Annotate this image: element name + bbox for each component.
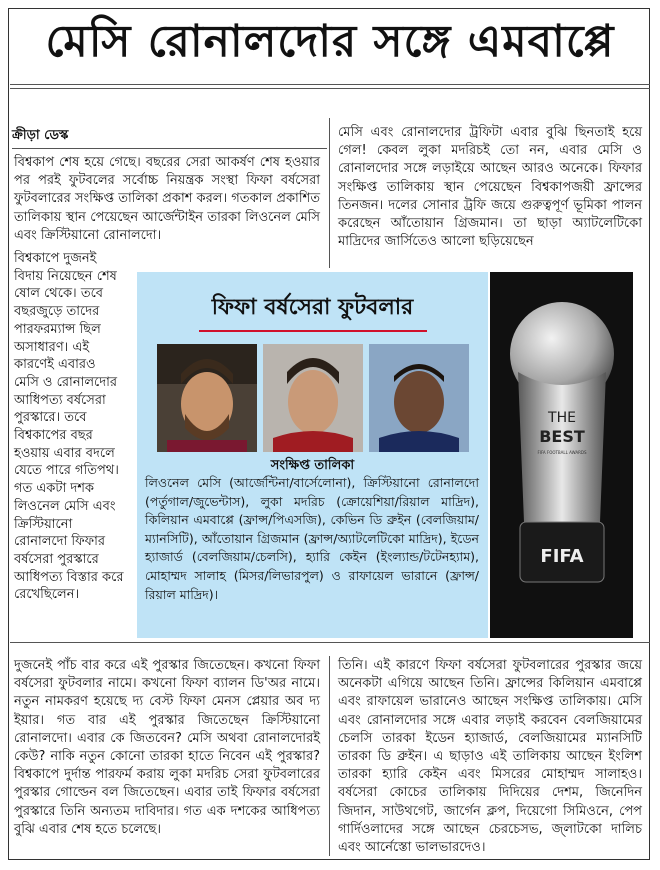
- article-narrow-column: বিশ্বকাপে দুজনই বিদায় নিয়েছেন শেষ ষোল থেকে। তবে বছরজুড়ে তাদের পারফরম্যান্স ছিল অসাধারণ। এই কারণেই এবারও মেসি ও রোনালদোর আধিপত্য বর্ষসেরা পুরস্কারে। তবে বিশ্বকাপের বছর হওয়ায় এবার বদলে যেতে পারে গতিপথ। গত একটা দশক লিওনেল মেসি এবং ক্রিস্টিয়ানো রোনালদো ফিফার বর্ষসেরা পুরস্কারে আধিপত্য বিস্তার করে রেখেছিলেন।: [14, 251, 124, 603]
- photo-messi: [157, 344, 257, 452]
- column-divider-bottom: [329, 656, 330, 856]
- article-intro: বিশ্বকাপ শেষ হয়ে গেছে। বছরের সেরা আকর্ষণ শেষ হওয়ার পর পরই ফুটবলের সর্বোচ্চ নিয়ন্ত্রক সংস্থা ফিফা বর্ষসেরা ফুটবলারের সংক্ষিপ্ত তালিকা প্রকাশ করল। গতকাল প্রকাশিত তালিকায় স্থান পেয়েছেন আর্জেন্টাইন তারকা লিওনেল মেসি এবং ক্রিস্টিয়ানো রোনালদো।: [14, 155, 320, 243]
- title-underline: [199, 330, 427, 332]
- desk-rule: [12, 148, 327, 149]
- trophy-line1: THE: [548, 410, 576, 426]
- article-column-left-bottom: দুজনেই পাঁচ বার করে এই পুরস্কার জিতেছেন। কখনো ফিফা বর্ষসেরা ফুটবলার নামে। কখনো ফিফা ব্যালন ডি'অর নামে। নতুন নামকরণ হয়েছে দ্য বেস্ট ফিফা মেনস প্লেয়ার অব দ্য ইয়ার। গত বার এই পুরস্কার জিতেছেন ক্রিস্টিয়ানো রোনালদো। এবার কে জিতবেন? মেসি অথবা রোনালদোরই কেউ? নাকি নতুন কোনো তারকা হাতে নিবেন এই পুরস্কার? বিশ্বকাপে দুর্দান্ত পারফর্ম করায় লুকা মদরিচ সেরা ফুটবলারের পুরস্কার গোল্ডেন বল জিতেছেন। এবার তাই ফিফার বর্ষসেরা পুরস্কারে তিনি অন্যতম দাবিদার। গত এক দশকের আধিপত্য বুঝি এবার শেষ হতে চলেছে।: [14, 658, 320, 837]
- trophy-line2: BEST: [539, 427, 585, 446]
- shortlist-players: লিওনেল মেসি (আর্জেন্টিনা/বার্সেলোনা), ক্রিস্টিয়ানো রোনালদো (পর্তুগাল/জুভেন্টাস), লুকা মদরিচ (ক্রোয়েশিয়া/রিয়াল মাদ্রিদ), কিলিয়ান এমবাপ্পে (ফ্রান্স/পিএসজি), কেভিন ডি ব্রুইন (বেলজিয়াম/ম্যানসিটি), আঁতোয়ান গ্রিজমান (ফ্রান্স/অ্যাটলেটিকো মাদ্রিদ), ইডেন হ্যাজার্ড (বেলজিয়াম/চেলসি), হ্যারি কেইন (ইংল্যান্ড/টটেনহ্যাম), মোহাম্মদ সালাহ (মিসর/লিভারপুল) ও রাফায়েল ভারানে (ফ্রান্স/রিয়াল মাদ্রিদ)।: [145, 475, 479, 602]
- shortlist-subtitle: সংক্ষিপ্ত তালিকা: [270, 458, 355, 473]
- article-column-right-top: মেসি এবং রোনালদোর ট্রফিটা এবার বুঝি ছিনতাই হয়ে গেল! কেবল লুকা মদরিচই তো নন, এবার মেসি ও রোনালদোর সঙ্গে লড়াইয়ে আছেন আরও অনেকে। ফিফার সংক্ষিপ্ত তালিকায় স্থান পেয়েছেন বিশ্বকাপজয়ী ফ্রান্সের তিনজন। দলের সোনার ট্রফি জয়ে গুরুত্বপূর্ণ ভূমিকা পালন করেছেন আঁতোয়ান গ্রিজমান। তা ছাড়া অ্যাটলেটিকো মাদ্রিদের জার্সিতেও আলো ছড়িয়েছেন: [338, 125, 642, 250]
- box-bottom-rule: [10, 642, 650, 643]
- byline: ক্রীড়া ডেস্ক: [12, 126, 68, 149]
- article-column-right-bottom: তিনি। এই কারণে ফিফা বর্ষসেরা ফুটবলারের পুরস্কার জয়ে অনেকটা এগিয়ে আছেন তিনি। ফ্রান্সের কিলিয়ান এমবাপ্পে এবং রাফায়েল ভারানেও আছেন সংক্ষিপ্ত তালিকায়। মেসি এবং রোনালদোর সঙ্গে এবার লড়াই করবেন বেলজিয়ামের চেলসি তারকা ইডেন হ্যাজার্ড, বেলজিয়ামের ম্যানসিটি তারকা ডি ব্রুইন। এ ছাড়াও এই তালিকায় আছেন ইংলিশ তারকা হ্যারি কেইন এবং মিসরের মোহাম্মদ সালাহও। বর্ষসেরা কোচের তালিকায় দিদিয়ের দেশম, জিনেদিন জিদান, সাউথগেট, জার্গেন ক্লপ, দিয়েগো সিমিওনে, পেপ গার্দিওলাদের সঙ্গে আছেন চেরচেসভ, জ্লাটকো দালিচ এবং আর্নেস্তো ভালভারদেও।: [338, 658, 642, 856]
- headline-rule-bottom: [10, 88, 650, 89]
- trophy-image: [490, 272, 633, 638]
- fifa-logo: FIFA: [540, 546, 584, 567]
- headline: মেসি রোনালদোর সঙ্গে এমবাপ্পে: [45, 16, 615, 67]
- column-divider-top: [329, 118, 330, 268]
- trophy-sub: FIFA FOOTBALL AWARDS: [537, 450, 587, 455]
- shortlist-title: ফিফা বর্ষসেরা ফুটবলার: [211, 295, 414, 320]
- shortlist-box: [137, 272, 488, 638]
- headline-rule-top: [10, 84, 650, 85]
- photo-ronaldo: [263, 344, 363, 452]
- photo-mbappe: [369, 344, 469, 452]
